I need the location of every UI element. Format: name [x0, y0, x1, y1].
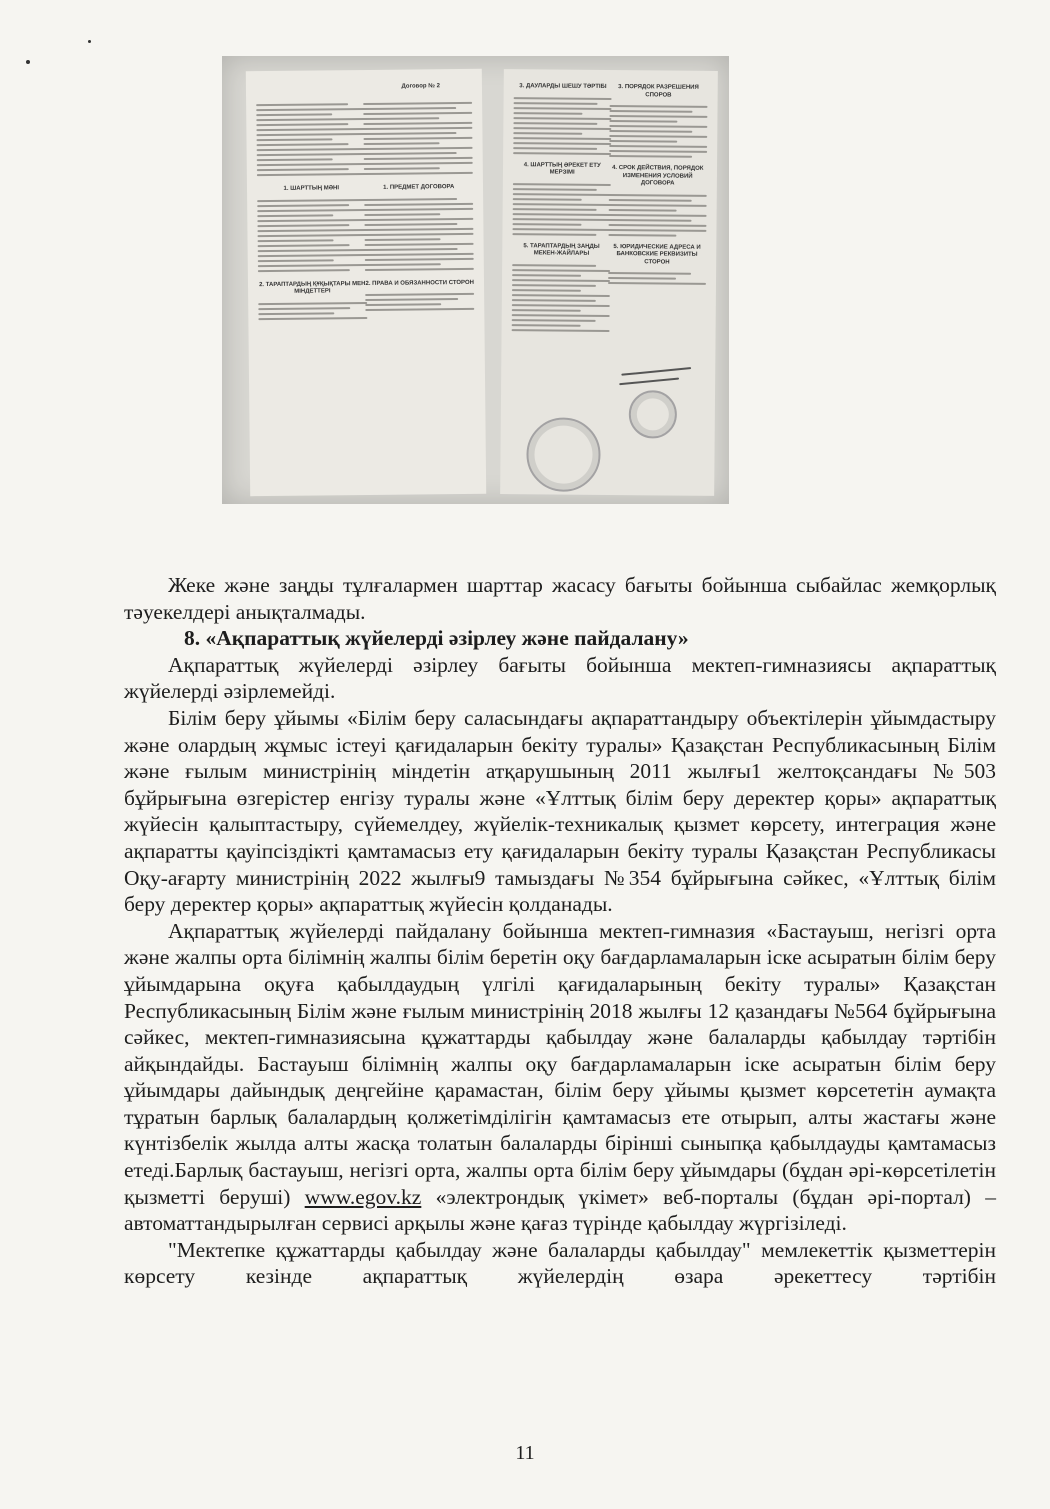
section-heading: 4. ШАРТТЫҢ ӘРЕКЕТ ЕТУ МЕРЗІМІ	[523, 161, 601, 176]
seal-stamp	[629, 390, 677, 438]
page-number: 11	[515, 1442, 535, 1464]
scan-speck	[26, 60, 30, 64]
signature	[621, 367, 691, 376]
section-heading: 1. ШАРТТЫҢ МӘНІ	[283, 185, 340, 192]
document-body	[124, 572, 996, 1290]
scan-speck	[88, 40, 91, 43]
contract-title: Договор № 2	[401, 83, 440, 90]
contract-sheet-left	[246, 69, 486, 496]
paragraph: Білім беру ұйымы «Білім беру саласындағы ақпараттандыру объектілерін ұйымдастыру және олардың жұмыс істеуі қағидаларын бекіту туралы» Қазақстан Республикасының Білім және ғылым министрінің міндетін атқарушының 2011 жылғы1 желтоқсандағы №503 бұйрығына өзгерістер енгізу туралы және «Ұлттық білім беру деректер қоры» ақпараттық жүйесін қалыптастыру, сүйемелдеу, жүйелік-техникалық қызмет көрсету, интеграция және ақпаратты қауіпсіздікті қамтамасыз ету қағидаларын бекіту туралы Қазақстан Республикасы Оқу-ағарту министрінің 2022 жылғы9 тамыздағы №354 бұйрығына сәйкес, «Ұлттық білім беру деректер қоры» ақпараттық жүйесін қолданады.	[124, 705, 996, 917]
section-heading: 4. СРОК ДЕЙСТВИЯ, ПОРЯДОК ИЗМЕНЕНИЯ УСЛОВИЙ ДОГОВОРА	[612, 165, 704, 187]
section-heading: 5. ТАРАПТАРДЫҢ ЗАҢДЫ МЕКЕН-ЖАЙЛАРЫ	[523, 242, 600, 257]
signature	[619, 377, 679, 385]
contract-sheet-right	[500, 69, 718, 496]
paragraph: Ақпараттық жүйелерді әзірлеу бағыты бойынша мектеп-гимназиясы ақпараттық жүйелерді әзірлемейді.	[124, 652, 996, 704]
paragraph-text: Ақпараттық жүйелерді пайдалану бойынша мектеп-гимназия «Бастауыш, негізгі орта және жалпы орта білімнің жалпы білім беретін оқу бағдарламаларын іске асыратын білім беру ұйымдарына оқуға қабылдаудың үлгілі қағидаларының бекіту туралы» Қазақстан Республикасының Білім және ғылым министрінің 2018 жылғы 12 қазандағы №564 бұйрығына сәйкес, мектеп-гимназиясына құжаттарды қабылдау және балаларды қабылдау тәртібін айқындайды. Бастауыш білімнің жалпы оқу бағдарламаларын іске асыратын білім беру ұйымдары дайындық деңгейіне қарамастан, білім беру ұйымы қызмет көрсететін аумақта тұратын барлық балалардың қолжетімділігін қамтамасыз ете отырып, алты жастағы және күнтізбелік жылда алты жасқа толатын балаларды бірінші сыныпқа қабылдауды қамтамасыз етеді.Барлық бастауыш, негізгі орта, жалпы орта білім беру ұйымдары (бұдан әрі-көрсетілетін қызметті беруші)	[124, 918, 996, 1209]
contract-column-kz	[512, 83, 613, 334]
section-heading: 8. «Ақпараттық жүйелерді әзірлеу және пайдалану»	[184, 626, 689, 651]
seal-stamp	[526, 417, 601, 492]
contract-photo	[222, 56, 729, 504]
contract-column-ru	[364, 99, 475, 314]
section-heading: 3. ПОРЯДОК РАЗРЕШЕНИЯ СПОРОВ	[618, 84, 699, 99]
section-heading: 5. ЮРИДИЧЕСКИЕ АДРЕСА И БАНКОВСКИЕ РЕКВИЗИТЫ СТОРОН	[613, 243, 701, 266]
paragraph-text: «электрондық үкімет» веб-порталы (бұдан әрі-портал) – автоматтандырылған сервисі арқылы және қағаз түрінде қабылдау жүргізіледі.	[124, 1184, 997, 1236]
paragraph: "Мектепке құжаттарды қабылдау және балаларды қабылдау" мемлекеттік қызметтерін көрсету кезінде ақпараттық жүйелердің өзара әрекеттесу тәртібін	[124, 1237, 996, 1289]
egov-link[interactable]: www.egov.kz	[304, 1184, 422, 1209]
section-heading: 2. ПРАВА И ОБЯЗАННОСТИ СТОРОН	[365, 279, 475, 287]
section-heading: 2. ТАРАПТАРДЫҢ ҚҰҚЫҚТАРЫ МЕН МІНДЕТТЕРІ	[259, 280, 366, 295]
paragraph: Жеке және заңды тұлғалармен шарттар жасасу бағыты бойынша сыбайлас жемқорлық тәуекелдері анықталмады.	[124, 573, 996, 624]
section-heading: 3. ДАУЛАРДЫ ШЕШУ ТӘРТІБІ	[519, 83, 607, 90]
contract-column-ru	[608, 84, 708, 288]
contract-column-kz	[256, 100, 367, 323]
section-heading: 1. ПРЕДМЕТ ДОГОВОРА	[383, 184, 455, 191]
paragraph	[124, 918, 996, 1237]
